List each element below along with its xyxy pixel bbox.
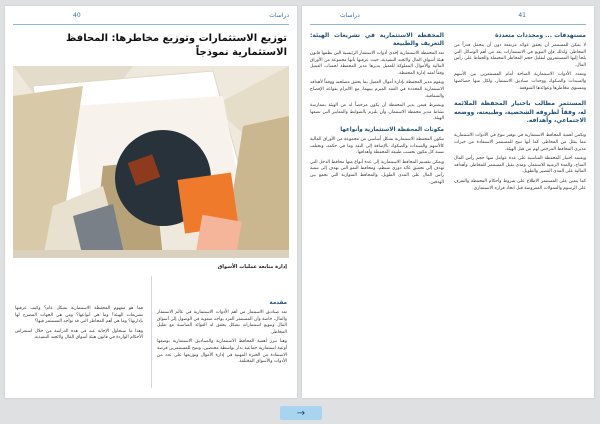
intro-column-left (15, 306, 143, 345)
page-header (310, 12, 586, 24)
column-title: مستهدفات ... ومحددات متعددة (494, 32, 586, 39)
paragraph: وتتعدد الأدوات الاستثمارية المتاحة أمام المستثمرين بين الأسهم والسندات والصكوك ووحدات صناديق الاستثمار، ولكل منها خصائصها ومستوى مخاطرها وعوائدها المتوقعة. (454, 72, 586, 91)
paragraph: ويقوم مدير المحفظة بإدارة أموال العميل بما يحقق مصلحته ووفقاً لأهدافه الاستثمارية المحددة في العقد المبرم بينهما، مع الالتزام بقواعد الإفصاح والشفافية. (310, 80, 444, 99)
section-label: دراسات (269, 12, 289, 19)
paragraph: فما هو مفهوم المحفظة الاستثمارية بشكل عام؟ وكيف عرفتها تشريعات الهيئة؟ وما هي أنواعها؟ ومن هي الجهات المصرح لها بإدارتها؟ وما هي أهم المخاطر التي قد تواجه المستثمر فيها؟ (15, 306, 143, 325)
paragraph: وتكمن أهمية المحافظ الاستثمارية في توفير تنوع في الأدوات الاستثمارية مما يقلل من المخاطر، كما أنها تتيح للمستثمر الاستفادة من خبرات مديري المحافظ المرخص لهم من قبل الهيئة. (454, 133, 586, 152)
page-header (13, 12, 289, 24)
paragraph: ويمكن تقسيم المحافظ الاستثمارية إلى عدة أنواع منها محافظ الدخل التي تهدف إلى تحقيق عائد دوري منتظم، ومحافظ النمو التي تهدف إلى تنمية رأس المال على المدى الطويل، والمحافظ المتوازنة التي تجمع بين الهدفين. (310, 159, 444, 185)
paragraph: لا يمكن للمستثمر أن يحقق عوائد مرتفعة دون أن يتحمل قدراً من المخاطر، ولذلك فإن التنويع في الاستثمارات يعد من أهم الوسائل التي يلجأ إليها المستثمرون لتقليل حجم المخاطر المحتملة والحفاظ على رأس المال. (454, 43, 586, 68)
column-right (454, 30, 586, 195)
intro-column-right (157, 296, 287, 369)
figure-caption: إدارة متابعة عمليات الأسواق (217, 264, 287, 270)
left-page (5, 6, 297, 398)
paragraph: ويعتمد اختيار المحفظة المناسبة على عدة عوامل منها حجم رأس المال المتاح، والمدة الزمنية للاستثمار، ومدى تقبل المستثمر للمخاطر، وأهدافه المالية على المدى القصير والطويل. (454, 156, 586, 175)
paragraph: ويشترط فيمن يدير المحفظة أن يكون مرخصاً له من الهيئة بممارسة نشاط مدير محفظة الاستثمار، وأن يلتزم بالضوابط والمعايير التي تضعها الهيئة. (310, 103, 444, 122)
paragraph: وهذا ما سنحاول الإجابة عنه في هذه الدراسة من خلال استعراض الأحكام الواردة في قانون هيئة أسواق المال ولائحته التنفيذية. (15, 328, 143, 341)
page-number: 41 (518, 12, 526, 19)
intro-heading: مقدمة (269, 300, 287, 306)
column-left (310, 30, 444, 189)
page-number: 40 (73, 12, 81, 19)
section-heading: مكونات المحفظة الاستثمارية وأنواعها (340, 126, 444, 133)
paragraph: كما يتعين على المستثمر الاطلاع على شروط وأحكام المحفظة والتعرف على الرسوم والعمولات المفروضة قبل اتخاذ قراره الاستثماري. (454, 178, 586, 191)
right-page (302, 6, 594, 398)
pull-quote: المستثمر مطالب باختيار المحفظة الملائمة له، وفقاً لظروفه الشخصية، وطبيعته، ووضعه الاجتماعي، وأهدافه. (454, 100, 586, 124)
arrow-right-icon: → (296, 407, 306, 419)
next-page-button[interactable] (280, 406, 322, 420)
paragraph: وهنا تبرز أهمية المحافظ الاستثمارية والصناديق الاستثمارية بوصفها أوعية استثمارية جماعية تدار بواسطة مختصين، وتتيح للمستثمرين فرصة الاستفادة من الخبرة المهنية في إدارة الأموال وتوزيعها على عدد من الأدوات والأسواق المختلفة. (157, 339, 287, 365)
abstract-art-figure (13, 66, 289, 258)
paragraph: تتكون المحفظة الاستثمارية بشكل أساسي من مجموعة من الأوراق المالية كالأسهم والسندات والصكوك بالإضافة إلى النقد وما في حكمه، وتختلف نسبة كل مكون بحسب طبيعة المحفظة وأهدافها. (310, 136, 444, 156)
article-title: توزيع الاستثمارات وتوزيع مخاطرها: المحافظ الاستثمارية نموذجاً (65, 33, 287, 58)
section-heading: المحفظة الاستثمارية في تشريعات الهيئة: التعريف والطبيعة (310, 32, 444, 47)
paragraph: تعد صناديق الاستثمار من أهم الأدوات الاستثمارية في عالم الاستثمار والمال، خاصة وأن المستثمر الفرد يواجه صعوبة في الوصول إلى أسواق المال وتنويع استثماراته بشكل يحقق له العوائد المناسبة مع تقليل المخاطر. (157, 310, 287, 335)
paragraph: تعد المحفظة الاستثمارية إحدى أدوات الاستثمار الرئيسية التي نظمها قانون هيئة أسواق المال ولائحته التنفيذية، حيث عرفتها بأنها مجموعة من الأوراق المالية والأموال المملوكة للعميل يديرها مدير المحفظة لحساب العميل وفقاً لعقد إدارة المحفظة. (310, 51, 444, 76)
section-label: دراسات (340, 12, 360, 19)
